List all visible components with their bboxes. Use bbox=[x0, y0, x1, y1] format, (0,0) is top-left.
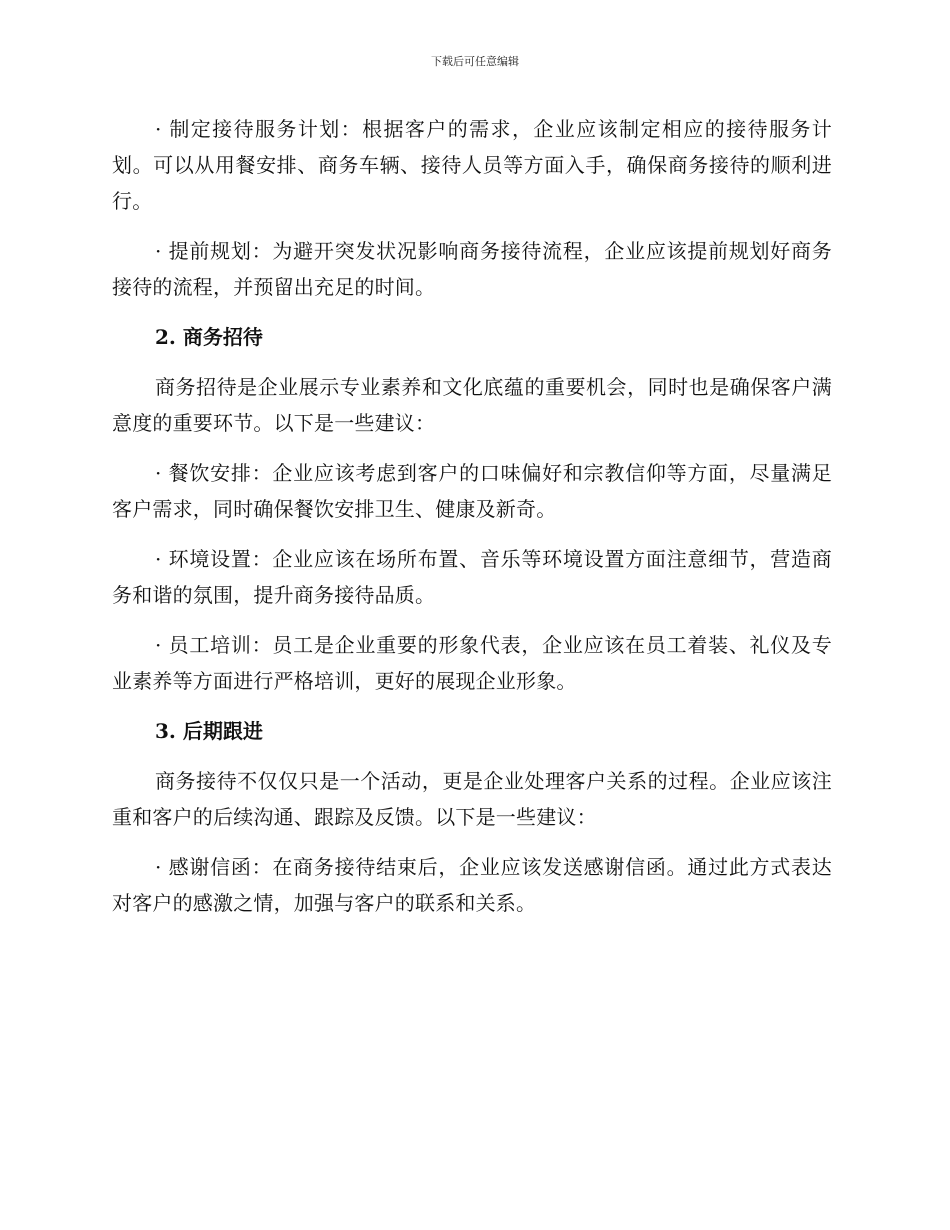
bullet-thank-you-letter: · 感谢信函：在商务接待结束后，企业应该发送感谢信函。通过此方式表达对客户的感激之情，加强与客户的联系和关系。 bbox=[112, 855, 832, 915]
bullet-plan-service: · 制定接待服务计划：根据客户的需求，企业应该制定相应的接待服务计划。可以从用餐安排、商务车辆、接待人员等方面入手，确保商务接待的顺利进行。 bbox=[112, 117, 832, 213]
bullet-staff-training: · 员工培训：员工是企业重要的形象代表，企业应该在员工着装、礼仪及专业素养等方面进行严格培训，更好的展现企业形象。 bbox=[112, 633, 832, 693]
section-heading-business-hospitality: 2. 商务招待 bbox=[155, 325, 263, 349]
bullet-environment: · 环境设置：企业应该在场所布置、音乐等环境设置方面注意细节，营造商务和谐的氛围，提升商务接待品质。 bbox=[112, 547, 832, 607]
section-heading-follow-up: 3. 后期跟进 bbox=[155, 719, 263, 743]
paragraph-hospitality-intro: 商务招待是企业展示专业素养和文化底蕴的重要机会，同时也是确保客户满意度的重要环节。以下是一些建议： bbox=[112, 375, 832, 435]
bullet-advance-planning: · 提前规划：为避开突发状况影响商务接待流程，企业应该提前规划好商务接待的流程，并预留出充足的时间。 bbox=[112, 239, 832, 299]
bullet-catering: · 餐饮安排：企业应该考虑到客户的口味偏好和宗教信仰等方面，尽量满足客户需求，同时确保餐饮安排卫生、健康及新奇。 bbox=[112, 461, 832, 521]
header-note: 下载后可任意编辑 bbox=[431, 55, 519, 68]
document-body bbox=[112, 111, 832, 935]
paragraph-follow-up-intro: 商务接待不仅仅只是一个活动，更是企业处理客户关系的过程。企业应该注重和客户的后续沟通、跟踪及反馈。以下是一些建议： bbox=[112, 769, 832, 829]
